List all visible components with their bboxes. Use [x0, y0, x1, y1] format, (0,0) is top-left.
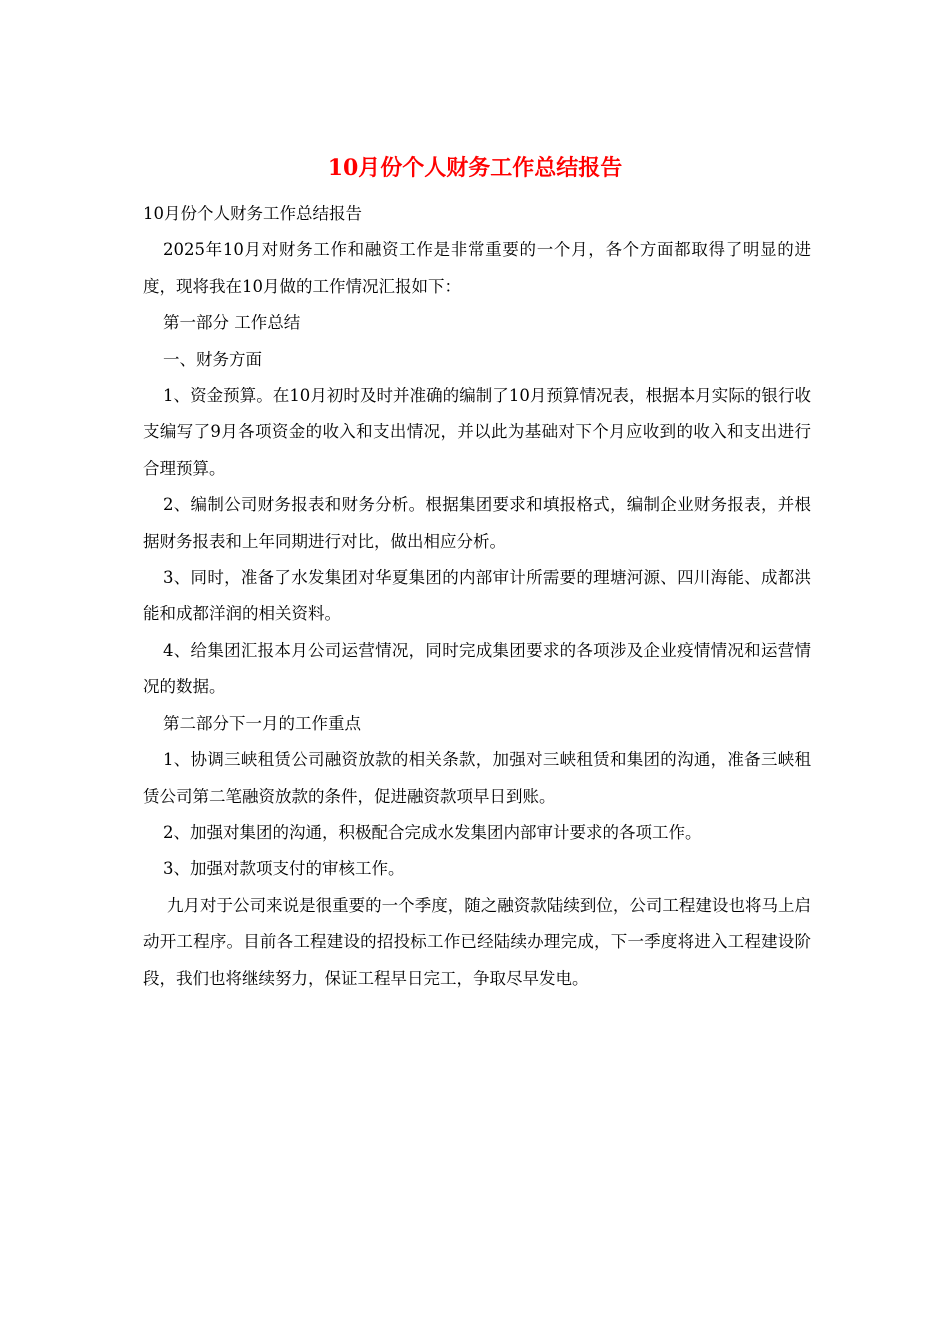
list-item-financial-report: 2、编制公司财务报表和财务分析。根据集团要求和填报格式，编制企业财务报表，并根据财务报表和上年同期进行对比，做出相应分析。	[143, 495, 811, 551]
section-heading-part-two: 第二部分下一月的工作重点	[163, 713, 361, 733]
list-item-group-communication: 2、加强对集团的沟通，积极配合完成水发集团内部审计要求的各项工作。	[163, 822, 702, 842]
list-item-payment-review: 3、加强对款项支付的审核工作。	[163, 859, 405, 879]
list-item-operations-report: 4、给集团汇报本月公司运营情况，同时完成集团要求的各项涉及企业疫情情况和运营情况的数据。	[143, 640, 811, 697]
intro-paragraph: 2025年10月对财务工作和融资工作是非常重要的一个月，各个方面都取得了明显的进度，现将我在10月做的工作情况汇报如下：	[143, 240, 811, 296]
list-item-budget: 1、资金预算。在10月初时及时并准确的编制了10月预算情况表，根据本月实际的银行收支编写了9月各项资金的收入和支出情况，并以此为基础对下个月应收到的收入和支出进行合理预算。	[143, 386, 811, 478]
document-body	[143, 196, 811, 997]
subtitle-paragraph: 10月份个人财务工作总结报告	[143, 204, 362, 223]
list-item-financing-coordination: 1、协调三峡租赁公司融资放款的相关条款，加强对三峡租赁和集团的沟通，准备三峡租赁公司第二笔融资放款的条件，促进融资款项早日到账。	[143, 750, 811, 806]
list-item-audit-materials: 3、同时，准备了水发集团对华夏集团的内部审计所需要的理塘河源、四川海能、成都洪能和成都洋润的相关资料。	[143, 568, 811, 624]
subsection-heading-finance: 一、财务方面	[163, 349, 262, 369]
closing-paragraph: 九月对于公司来说是很重要的一个季度，随之融资款陆续到位，公司工程建设也将马上启动开工程序。目前各工程建设的招投标工作已经陆续办理完成，下一季度将进入工程建设阶段，我们也将继续努力，保证工程早日完工，争取尽早发电。	[143, 895, 811, 988]
document-title: 10月份个人财务工作总结报告	[327, 155, 623, 181]
section-heading-part-one: 第一部分 工作总结	[163, 313, 301, 333]
